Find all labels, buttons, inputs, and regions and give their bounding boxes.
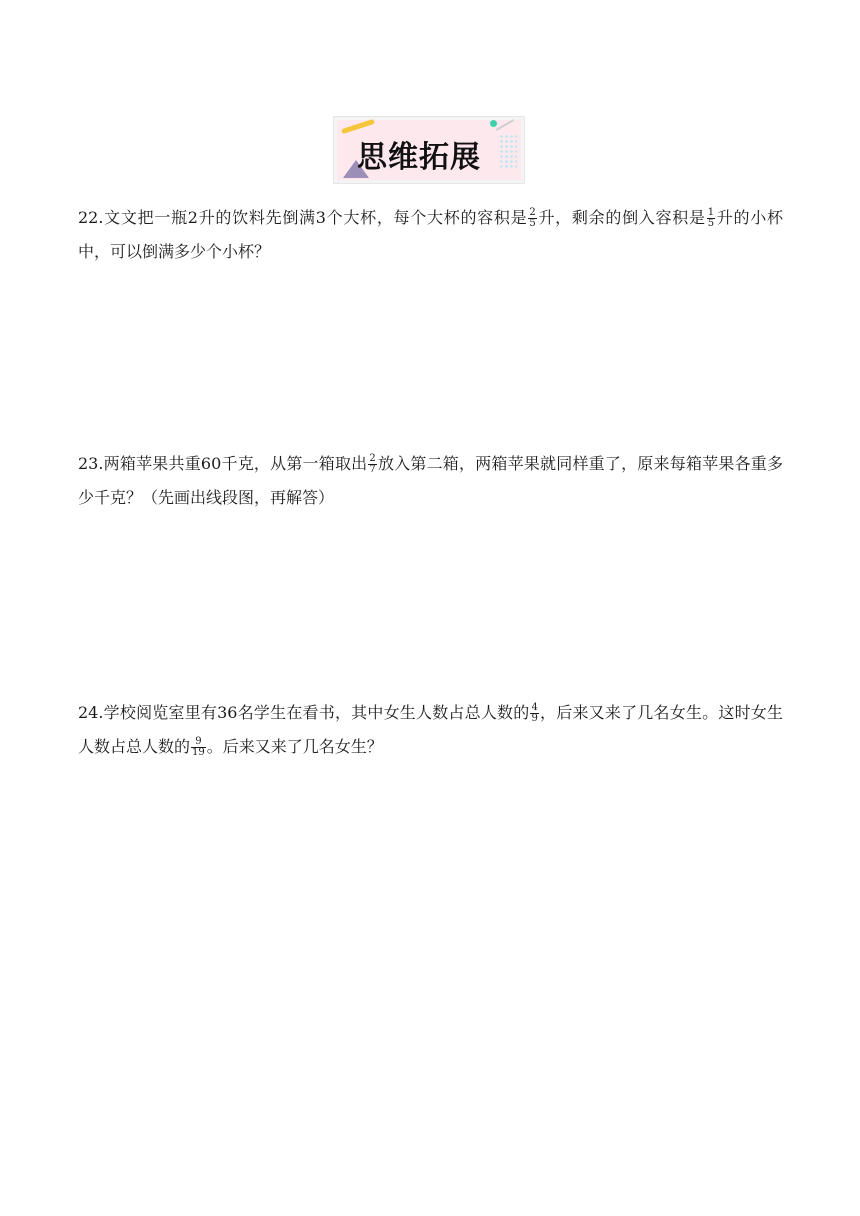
question-text: ，后来又来了几名女生。这时女生人数占总人数的 xyxy=(78,703,783,756)
question-23 xyxy=(78,447,783,515)
question-22 xyxy=(78,201,783,269)
question-text: 升，剩余的倒入容积是 xyxy=(537,208,706,227)
section-banner xyxy=(334,117,524,183)
section-title: 思维拓展 xyxy=(357,140,481,175)
question-text: 22.文文把一瓶2升的饮料先倒满3个大杯，每个大杯的容积是 xyxy=(78,208,528,227)
question-text: 放入第二箱，两箱苹果就同样重了，原来每箱苹果各重多少千克？（先画出线段图，再解答） xyxy=(78,454,783,507)
question-text: 23.两箱苹果共重60千克，从第一箱取出 xyxy=(78,454,368,473)
question-24 xyxy=(78,696,783,764)
decor-line-icon xyxy=(496,119,514,131)
decor-dot-icon xyxy=(490,120,497,127)
decor-dot-grid-icon xyxy=(499,134,517,170)
question-text: 升的小杯中，可以倒满多少个小杯？ xyxy=(78,208,783,261)
fraction: $\frac{2}{7}$ xyxy=(369,453,376,475)
fraction: $\frac{2}{5}$ xyxy=(529,207,536,229)
fraction: $\frac{1}{5}$ xyxy=(707,207,715,229)
question-text: 24.学校阅览室里有36名学生在看书，其中女生人数占总人数的 xyxy=(78,703,530,722)
fraction: $\frac{9}{19}$ xyxy=(192,736,205,758)
question-text: 。后来又来了几名女生？ xyxy=(206,737,383,756)
fraction: $\frac{4}{9}$ xyxy=(531,702,538,724)
